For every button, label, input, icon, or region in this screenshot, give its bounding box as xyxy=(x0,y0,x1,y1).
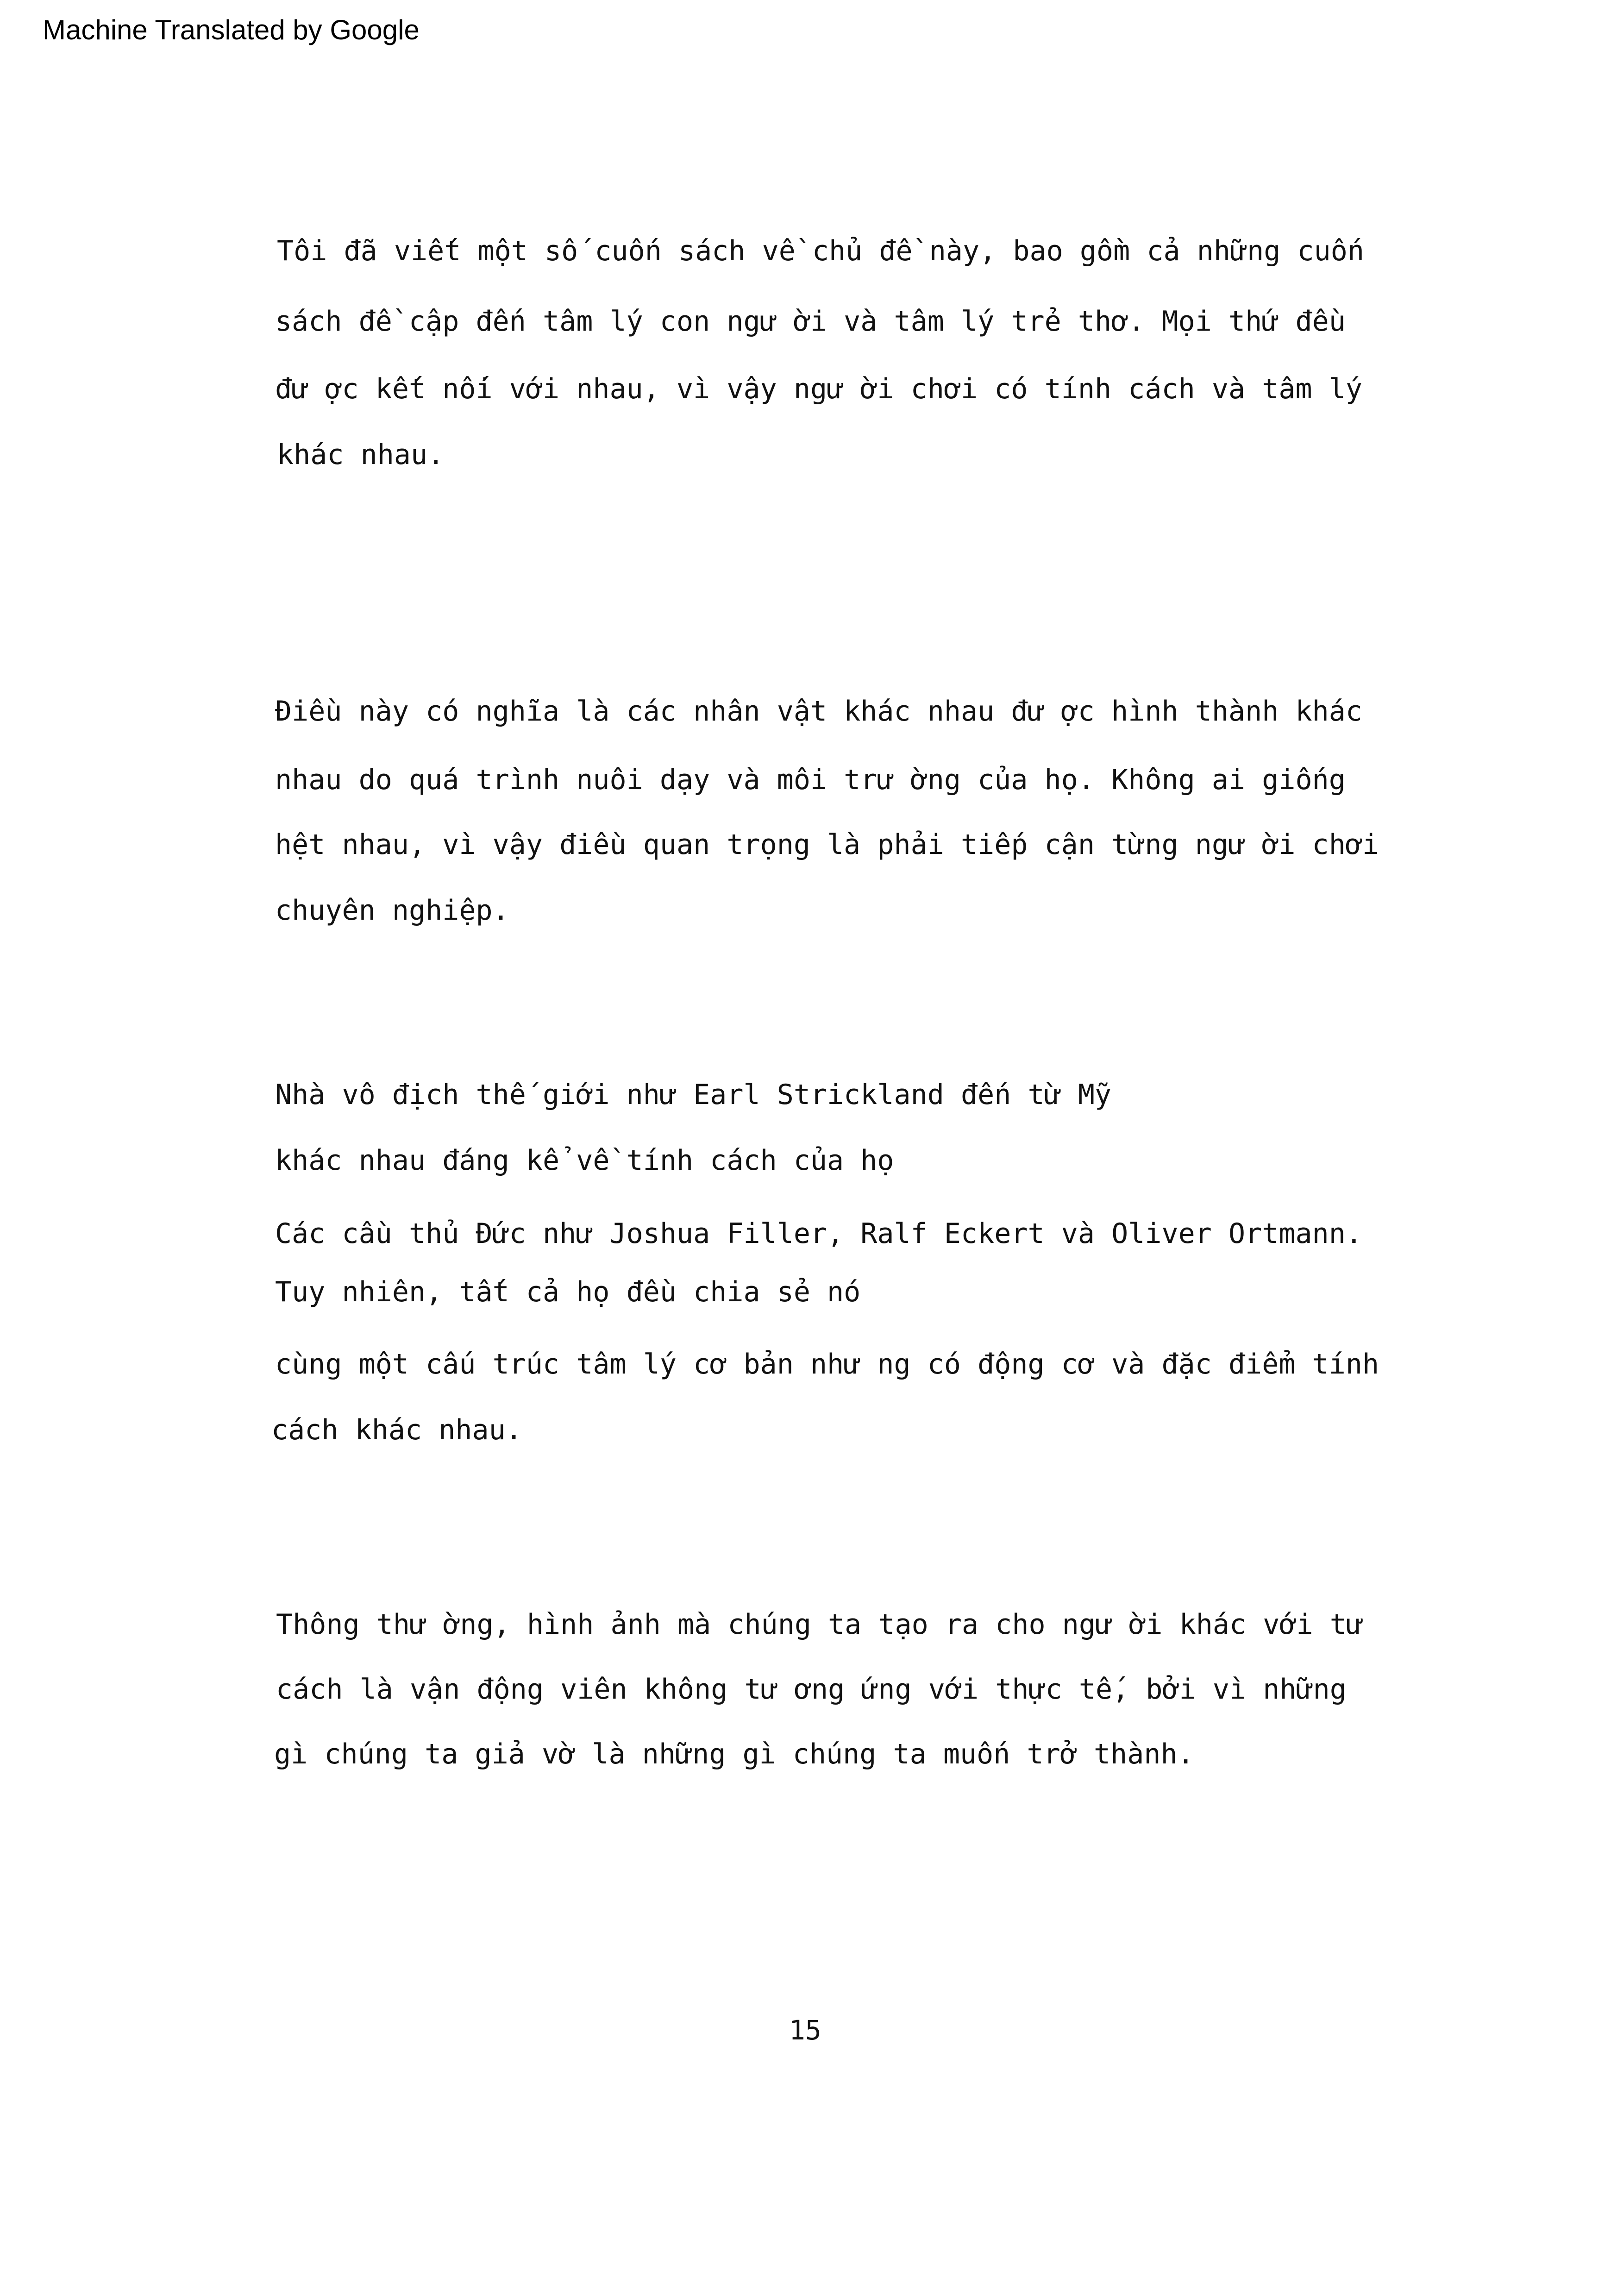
paragraph-2-line-1: Điều này có nghĩa là các nhân vật khác nhau đư ợc hình thành khác xyxy=(275,695,1362,728)
page-number: 15 xyxy=(789,2014,821,2046)
machine-translation-note: Machine Translated by Google xyxy=(43,14,420,45)
paragraph-2-line-4: chuyên nghiệp. xyxy=(275,894,509,927)
paragraph-3-line-6: cách khác nhau. xyxy=(271,1414,522,1446)
paragraph-1-line-3: đư ợc kết nối với nhau, vì vậy ngư ời chơi có tính cách và tâm lý xyxy=(275,373,1362,405)
paragraph-1-line-2: sách đề cập đến tâm lý con ngư ời và tâm lý trẻ thơ. Mọi thứ đều xyxy=(275,305,1346,338)
paragraph-4-line-1: Thông thư ờng, hình ảnh mà chúng ta tạo ra cho ngư ời khác với tư xyxy=(276,1608,1363,1641)
paragraph-3-line-2: khác nhau đáng kể về tính cách của họ xyxy=(275,1144,894,1177)
paragraph-4-line-2: cách là vận động viên không tư ơng ứng với thực tế, bởi vì những xyxy=(276,1673,1347,1706)
paragraph-3-line-5: cùng một cấu trúc tâm lý cơ bản như ng có động cơ và đặc điểm tính xyxy=(275,1348,1379,1380)
paragraph-4-line-3: gì chúng ta giả vờ là những gì chúng ta muốn trở thành. xyxy=(274,1738,1194,1770)
paragraph-1-line-4: khác nhau. xyxy=(277,439,445,471)
paragraph-3-line-1: Nhà vô địch thế giới như Earl Strickland đến từ Mỹ xyxy=(275,1079,1112,1111)
paragraph-3-line-4: Tuy nhiên, tất cả họ đều chia sẻ nó xyxy=(275,1276,861,1308)
paragraph-3-line-3: Các cầu thủ Đức như Joshua Filler, Ralf Eckert và Oliver Ortmann. xyxy=(275,1217,1362,1250)
paragraph-1-line-1: Tôi đã viết một số cuốn sách về chủ đề này, bao gồm cả những cuốn xyxy=(277,235,1364,267)
paragraph-2-line-2: nhau do quá trình nuôi dạy và môi trư ờng của họ. Không ai giống xyxy=(275,764,1346,796)
paragraph-2-line-3: hệt nhau, vì vậy điều quan trọng là phải tiếp cận từng ngư ời chơi xyxy=(275,828,1379,861)
